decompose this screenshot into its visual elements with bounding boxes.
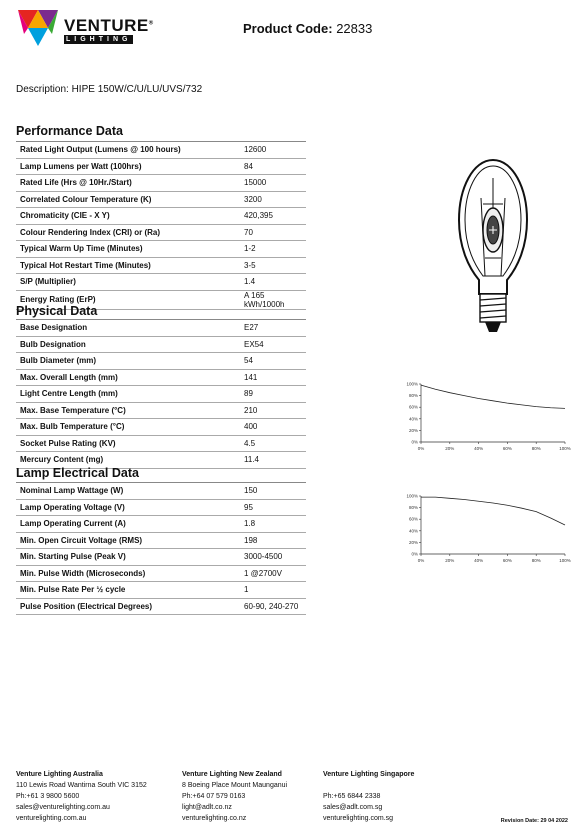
x-tick-label: 20% <box>445 446 455 451</box>
footer-company: Venture Lighting Australia <box>16 771 103 778</box>
lamp-bulb-drawing <box>455 158 531 336</box>
physical-title: Physical Data <box>16 304 98 318</box>
spec-label: Socket Pulse Rating (KV) <box>16 435 240 452</box>
spec-label: Bulb Designation <box>16 336 240 353</box>
x-tick-label: 60% <box>502 558 512 563</box>
footer-company: Venture Lighting Singapore <box>323 771 415 778</box>
footer-phone: Ph:+65 6844 2338 <box>323 793 381 800</box>
table-row <box>16 191 306 208</box>
electrical-table <box>16 482 306 615</box>
footer-website[interactable]: venturelighting.co.nz <box>182 815 247 822</box>
table-row <box>16 598 306 615</box>
spec-value: 95 <box>240 499 306 516</box>
x-tick-label: 0% <box>417 446 425 451</box>
spec-label: Energy Rating (ErP) <box>16 290 240 309</box>
table-row <box>16 549 306 566</box>
y-tick-label: 100% <box>406 493 418 499</box>
footer-email[interactable]: sales@adlt.com.sg <box>323 804 383 811</box>
footer-website[interactable]: venturelighting.com.sg <box>323 815 394 822</box>
y-tick-label: 40% <box>408 528 418 534</box>
spec-value: 420,395 <box>240 208 306 225</box>
table-row <box>16 224 306 241</box>
spec-value: 1.4 <box>240 274 306 291</box>
spec-value: 198 <box>240 532 306 549</box>
table-row <box>16 516 306 533</box>
x-tick-label: 100% <box>559 446 571 451</box>
y-tick-label: 20% <box>408 539 418 545</box>
table-row <box>16 158 306 175</box>
spec-label: Max. Bulb Temperature (°C) <box>16 419 240 436</box>
spec-value: 3-5 <box>240 257 306 274</box>
venture-lighting-logo <box>16 6 154 50</box>
table-row <box>16 532 306 549</box>
table-row <box>16 336 306 353</box>
product-code <box>243 21 372 36</box>
description: Description: HIPE 150W/C/U/LU/UVS/732 <box>16 84 203 95</box>
footer-address: 8 Boeing Place Mount Maunganui <box>182 782 288 789</box>
product-code-label: Product Code: <box>243 21 333 36</box>
spec-value: 1 <box>240 582 306 599</box>
lamp-survival-chart <box>405 492 575 572</box>
table-row <box>16 241 306 258</box>
footer-email[interactable]: sales@venturelighting.com.au <box>16 804 110 811</box>
performance-table <box>16 141 306 310</box>
spec-value: 1 @2700V <box>240 565 306 582</box>
spec-value: 1-2 <box>240 241 306 258</box>
series-line <box>421 385 565 408</box>
spec-value: 89 <box>240 386 306 403</box>
table-row <box>16 208 306 225</box>
y-tick-label: 0% <box>411 551 418 557</box>
table-row <box>16 274 306 291</box>
x-tick-label: 0% <box>417 558 425 563</box>
y-tick-label: 60% <box>408 404 418 410</box>
table-row <box>16 320 306 337</box>
spec-label: Pulse Position (Electrical Degrees) <box>16 598 240 615</box>
table-row <box>16 257 306 274</box>
spec-value: 3200 <box>240 191 306 208</box>
revision-date: Revision Date: 29 04 2022 <box>500 818 568 824</box>
y-tick-label: 80% <box>408 393 418 399</box>
y-tick-label: 80% <box>408 505 418 511</box>
spec-value: 60-90, 240-270 <box>240 598 306 615</box>
spec-value: EX54 <box>240 336 306 353</box>
physical-table <box>16 319 306 469</box>
spec-value: 11.4 <box>240 452 306 469</box>
spec-value: E27 <box>240 320 306 337</box>
x-tick-label: 60% <box>502 446 512 451</box>
spec-label: Lamp Operating Current (A) <box>16 516 240 533</box>
spec-label: S/P (Multiplier) <box>16 274 240 291</box>
spec-label: Mercury Content (mg) <box>16 452 240 469</box>
x-tick-label: 40% <box>474 446 484 451</box>
electrical-title: Lamp Electrical Data <box>16 466 139 480</box>
spec-label: Rated Life (Hrs @ 10Hr./Start) <box>16 175 240 192</box>
footer-phone: Ph:+61 3 9800 5600 <box>16 793 80 800</box>
spec-label: Max. Base Temperature (°C) <box>16 402 240 419</box>
spec-value: 4.5 <box>240 435 306 452</box>
x-tick-label: 100% <box>559 558 571 563</box>
spec-label: Min. Open Circuit Voltage (RMS) <box>16 532 240 549</box>
spec-label: Typical Hot Restart Time (Minutes) <box>16 257 240 274</box>
footer-company: Venture Lighting New Zealand <box>182 771 282 778</box>
spec-label: Min. Pulse Width (Microseconds) <box>16 565 240 582</box>
spec-label: Nominal Lamp Wattage (W) <box>16 483 240 500</box>
table-row <box>16 353 306 370</box>
x-tick-label: 80% <box>531 446 541 451</box>
x-tick-label: 20% <box>445 558 455 563</box>
footer-new-zealand <box>182 769 287 824</box>
table-row <box>16 483 306 500</box>
spec-label: Chromaticity (CIE - X Y) <box>16 208 240 225</box>
spec-label: Correlated Colour Temperature (K) <box>16 191 240 208</box>
spec-label: Base Designation <box>16 320 240 337</box>
spec-value: 84 <box>240 158 306 175</box>
y-tick-label: 60% <box>408 516 418 522</box>
spec-label: Rated Light Output (Lumens @ 100 hours) <box>16 142 240 159</box>
footer-singapore <box>323 769 414 824</box>
series-line <box>421 497 565 525</box>
spec-label: Min. Starting Pulse (Peak V) <box>16 549 240 566</box>
spec-value: 150 <box>240 483 306 500</box>
logo-wordmark: VENTURE® <box>64 16 154 35</box>
table-row <box>16 386 306 403</box>
spec-value: 141 <box>240 369 306 386</box>
product-code-value: 22833 <box>336 21 373 36</box>
spec-value: 70 <box>240 224 306 241</box>
footer-address: 110 Lewis Road Wantirna South VIC 3152 <box>16 782 147 789</box>
spec-label: Bulb Diameter (mm) <box>16 353 240 370</box>
spec-value: A 165 kWh/1000h <box>240 290 306 309</box>
logo-subtitle: LIGHTING <box>66 36 132 43</box>
y-tick-label: 100% <box>406 381 418 387</box>
spec-label: Light Centre Length (mm) <box>16 386 240 403</box>
spec-value: 1.8 <box>240 516 306 533</box>
spec-value: 15000 <box>240 175 306 192</box>
y-tick-label: 20% <box>408 427 418 433</box>
table-row <box>16 402 306 419</box>
footer-phone: Ph:+64 07 579 0163 <box>182 793 246 800</box>
lumen-maintenance-chart <box>405 380 575 460</box>
footer-address <box>323 780 414 791</box>
footer-australia <box>16 769 147 824</box>
footer-website[interactable]: venturelighting.com.au <box>16 815 87 822</box>
x-tick-label: 40% <box>474 558 484 563</box>
spec-value: 12600 <box>240 142 306 159</box>
spec-value: 54 <box>240 353 306 370</box>
table-row <box>16 142 306 159</box>
spec-value: 3000-4500 <box>240 549 306 566</box>
spec-label: Lamp Lumens per Watt (100hrs) <box>16 158 240 175</box>
spec-label: Typical Warm Up Time (Minutes) <box>16 241 240 258</box>
footer-email[interactable]: light@adlt.co.nz <box>182 804 232 811</box>
table-row <box>16 175 306 192</box>
table-row <box>16 499 306 516</box>
table-row <box>16 419 306 436</box>
table-row <box>16 369 306 386</box>
table-row <box>16 435 306 452</box>
y-tick-label: 0% <box>411 439 418 445</box>
spec-label: Max. Overall Length (mm) <box>16 369 240 386</box>
x-tick-label: 80% <box>531 558 541 563</box>
spec-value: 210 <box>240 402 306 419</box>
table-row <box>16 565 306 582</box>
spec-value: 400 <box>240 419 306 436</box>
spec-label: Min. Pulse Rate Per ½ cycle <box>16 582 240 599</box>
performance-title: Performance Data <box>16 124 123 138</box>
spec-label: Colour Rendering Index (CRI) or (Ra) <box>16 224 240 241</box>
y-tick-label: 40% <box>408 416 418 422</box>
spec-label: Lamp Operating Voltage (V) <box>16 499 240 516</box>
table-row <box>16 582 306 599</box>
logo-triangle-icon <box>16 6 60 50</box>
